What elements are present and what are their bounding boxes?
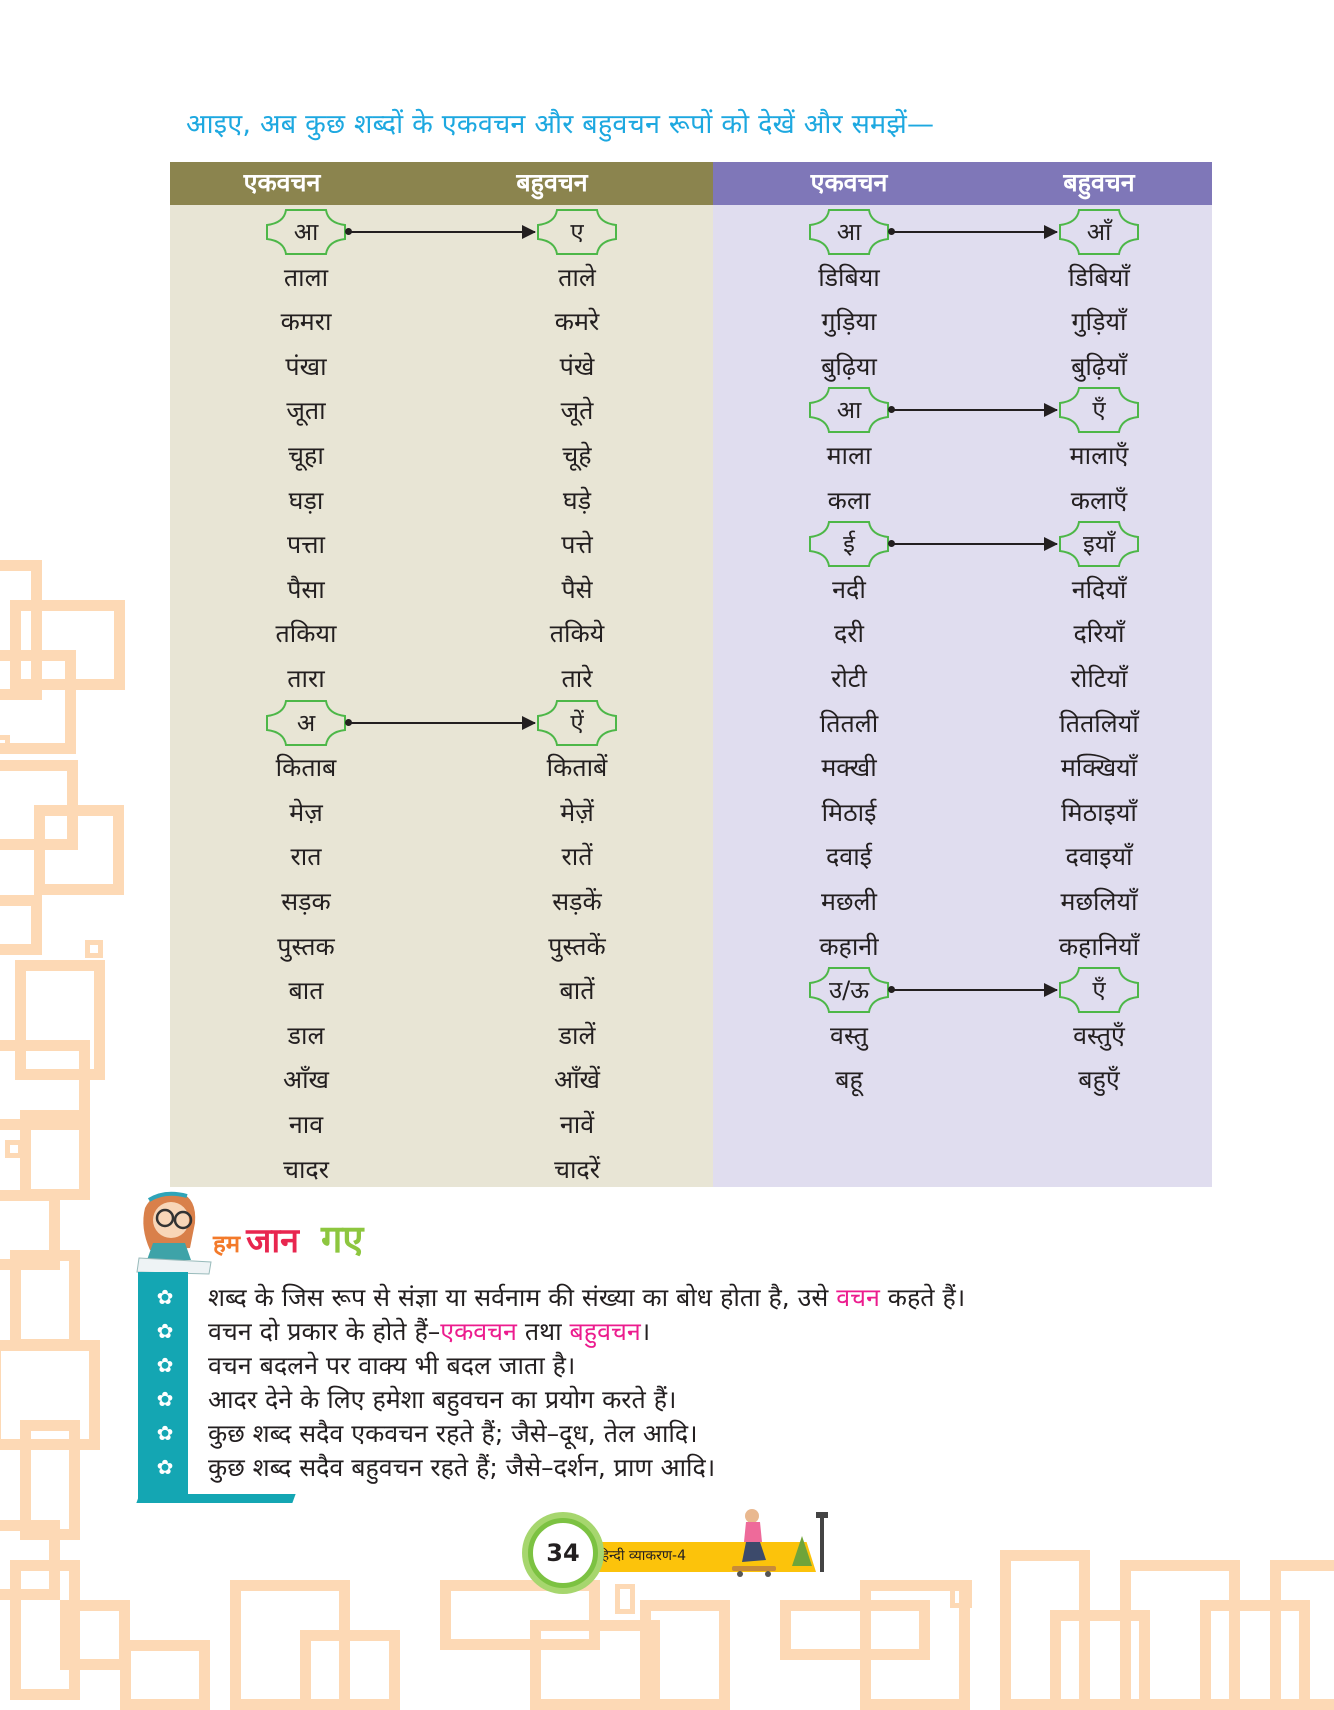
word-plural: मिठाइयाँ (1061, 797, 1137, 827)
word-plural: ताले (558, 262, 596, 292)
rule-badge-label: आँ (1086, 218, 1112, 246)
skateboard-boy-illustration (722, 1506, 832, 1578)
rule-badge-singular (266, 209, 346, 255)
learned-point (208, 1382, 676, 1416)
word-singular: ताला (283, 262, 329, 292)
rule-badge-label: उ/ऊ (828, 976, 870, 1005)
heading-word-3: गए (321, 1217, 364, 1261)
word-plural: किताबें (546, 753, 608, 783)
word-plural: बहुएँ (1078, 1065, 1120, 1095)
word-plural: रातें (561, 842, 593, 872)
word-singular: मछली (821, 887, 877, 916)
rule-badge-singular (809, 209, 889, 255)
word-singular: आँख (282, 1065, 330, 1095)
word-plural: जूते (560, 396, 594, 426)
word-plural: मक्खियाँ (1060, 753, 1138, 783)
right-table-header (713, 162, 1212, 205)
rule-badge-label: एँ (1092, 976, 1106, 1005)
rule-badge-plural (537, 700, 617, 746)
highlight-term: वचन (836, 1283, 880, 1312)
rule-badge-plural (1059, 967, 1139, 1013)
word-singular: पत्ता (287, 530, 325, 560)
word-singular: चूहा (288, 441, 324, 470)
word-singular: तितली (819, 708, 879, 738)
highlight-term: बहुवचन (569, 1317, 641, 1346)
word-plural: घड़े (562, 485, 592, 515)
word-plural: नदियाँ (1071, 574, 1127, 604)
word-singular: नदी (832, 574, 866, 604)
girl-thinking-illustration (135, 1188, 215, 1276)
word-singular: नाव (288, 1110, 324, 1139)
word-singular: कला (827, 485, 871, 515)
rule-badge-plural (1059, 521, 1139, 567)
word-plural: वस्तुएँ (1073, 1020, 1125, 1050)
learned-point (208, 1416, 698, 1450)
word-plural: दवाइयाँ (1065, 842, 1133, 872)
rule-badge-label: ऐं (570, 708, 584, 737)
point-text: कुछ शब्द सदैव बहुवचन रहते हैं; जैसे–दर्शन, प्राण आदि। (208, 1453, 716, 1482)
arrow-icon (891, 409, 1057, 411)
point-text: वचन दो प्रकार के होते हैं– (208, 1317, 441, 1346)
word-plural: मालाएँ (1069, 441, 1129, 470)
rule-badge-singular (266, 700, 346, 746)
word-singular: बहू (835, 1065, 863, 1095)
header-singular: एकवचन (810, 168, 888, 197)
word-singular: किताब (275, 753, 337, 783)
flower-icon: ✿ (156, 1353, 174, 1377)
flower-icon: ✿ (156, 1285, 174, 1309)
word-plural: तकिये (549, 619, 605, 649)
word-plural: मेज़ें (560, 797, 594, 827)
header-plural: बहुवचन (1063, 168, 1135, 197)
word-singular: सड़क (281, 887, 331, 916)
word-singular: गुड़िया (821, 307, 877, 337)
word-plural: पत्ते (561, 530, 593, 560)
word-plural: पंखे (559, 351, 595, 381)
word-plural: पुस्तकें (548, 931, 606, 961)
rule-badge-label: एँ (1092, 396, 1106, 425)
arrow-icon (891, 231, 1057, 233)
word-singular: बुढ़िया (821, 351, 877, 381)
word-singular: डिबिया (818, 262, 880, 292)
word-singular: डाल (287, 1020, 325, 1050)
arrow-icon (348, 722, 535, 724)
rule-badge-label: ए (570, 218, 584, 246)
intro-text: आइए, अब कुछ शब्दों के एकवचन और बहुवचन रूपों को देखें और समझें— (186, 109, 935, 140)
word-singular: कहानी (819, 931, 879, 961)
point-text: तथा (516, 1317, 570, 1346)
point-text: वचन बदलने पर वाक्य भी बदल जाता है। (208, 1351, 576, 1380)
word-plural: डालें (558, 1020, 596, 1050)
highlight-term: एकवचन (440, 1317, 517, 1346)
word-plural: कमरे (554, 307, 600, 337)
header-singular: एकवचन (243, 168, 321, 197)
word-singular: जूता (286, 396, 326, 426)
rule-badge-plural (1059, 387, 1139, 433)
heading-word-1: हम (213, 1230, 241, 1258)
arrow-icon (891, 989, 1057, 991)
word-singular: माला (826, 441, 872, 470)
word-plural: चादरें (554, 1154, 600, 1184)
word-singular: पंखा (285, 351, 327, 381)
learned-point (208, 1314, 650, 1348)
word-singular: चादर (283, 1154, 329, 1184)
word-plural: तितलियाँ (1059, 708, 1139, 738)
flower-icon: ✿ (156, 1455, 174, 1479)
word-plural: नावें (559, 1110, 595, 1139)
learned-point (208, 1348, 575, 1382)
word-singular: दरी (834, 619, 864, 649)
word-singular: घड़ा (288, 485, 324, 515)
word-singular: तकिया (275, 619, 337, 649)
word-singular: पुस्तक (277, 931, 335, 961)
heading-word-2: जान (246, 1221, 300, 1261)
word-singular: बात (288, 976, 324, 1006)
word-plural: मछलियाँ (1060, 887, 1138, 916)
word-singular: पैसा (287, 574, 325, 604)
word-singular: कमरा (280, 307, 332, 337)
rule-badge-singular (809, 967, 889, 1013)
word-singular: मक्खी (821, 753, 877, 783)
learned-heading (213, 1212, 363, 1264)
point-text: कुछ शब्द सदैव एकवचन रहते हैं; जैसे–दूध, तेल आदि। (208, 1419, 698, 1448)
left-table-header (170, 162, 713, 205)
left-table (170, 162, 713, 1187)
learned-point (208, 1450, 715, 1484)
word-plural: डिबियाँ (1068, 262, 1130, 292)
rule-badge-label: आ (836, 218, 862, 246)
rule-badge-singular (809, 521, 889, 567)
word-plural: सड़कें (552, 887, 602, 916)
flower-icon: ✿ (156, 1421, 174, 1445)
flower-icon: ✿ (156, 1387, 174, 1411)
rule-badge-label: ई (843, 530, 855, 559)
word-plural: कलाएँ (1070, 485, 1128, 515)
word-plural: आँखें (553, 1065, 601, 1095)
right-table (713, 162, 1212, 1187)
word-singular: रात (290, 842, 322, 872)
word-singular: तारा (287, 664, 325, 693)
rule-badge-plural (1059, 209, 1139, 255)
arrow-icon (348, 231, 535, 233)
rule-badge-label: अ (296, 708, 316, 737)
word-plural: चूहे (562, 441, 592, 470)
book-title: हिन्दी व्याकरण-4 (598, 1548, 686, 1564)
rule-badge-label: इयाँ (1083, 530, 1115, 559)
word-plural: रोटियाँ (1070, 664, 1128, 693)
point-text: आदर देने के लिए हमेशा बहुवचन का प्रयोग करते हैं। (208, 1385, 677, 1414)
word-plural: बातें (559, 976, 595, 1006)
word-plural: गुड़ियाँ (1071, 307, 1127, 337)
header-plural: बहुवचन (516, 168, 588, 197)
word-plural: दरियाँ (1073, 619, 1125, 649)
word-singular: मिठाई (821, 797, 877, 827)
point-text: । (640, 1317, 651, 1346)
page-number: 34 (528, 1518, 598, 1588)
point-text: शब्द के जिस रूप से संज्ञा या सर्वनाम की संख्या का बोध होता है, उसे (208, 1283, 837, 1312)
word-plural: पैसे (561, 574, 593, 604)
word-singular: वस्तु (830, 1020, 868, 1050)
arrow-icon (891, 543, 1057, 545)
word-plural: तारे (561, 664, 593, 693)
rule-badge-label: आ (293, 218, 319, 246)
point-text: कहते हैं। (879, 1283, 966, 1312)
word-plural: बुढ़ियाँ (1071, 351, 1127, 381)
rule-badge-plural (537, 209, 617, 255)
rule-badge-label: आ (836, 396, 862, 425)
word-singular: मेज़ (289, 797, 323, 827)
learned-point (208, 1280, 965, 1314)
word-singular: रोटी (831, 664, 867, 693)
teal-bottom-bar (136, 1494, 295, 1503)
rule-badge-singular (809, 387, 889, 433)
word-plural: कहानियाँ (1058, 931, 1140, 961)
flower-icon: ✿ (156, 1319, 174, 1343)
word-singular: दवाई (826, 842, 872, 872)
